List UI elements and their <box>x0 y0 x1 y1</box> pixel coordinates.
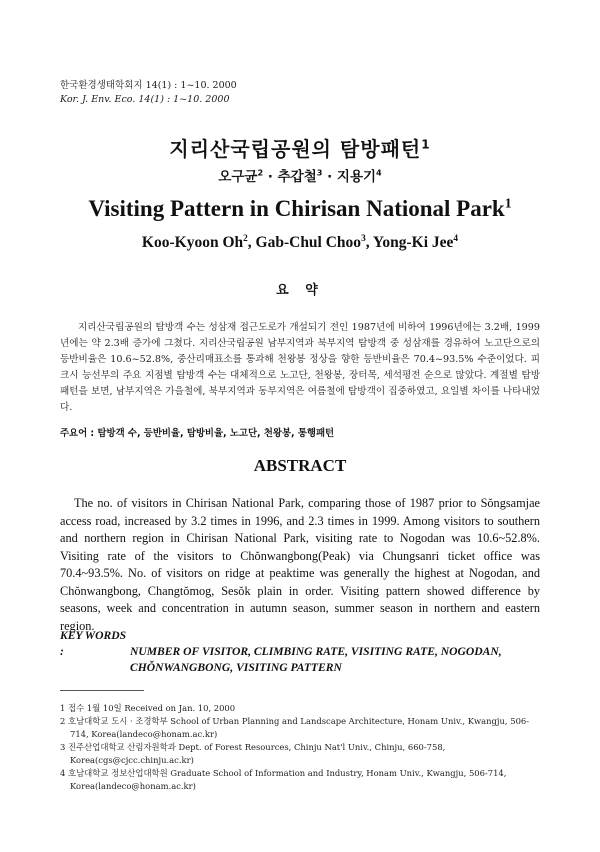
english-author: Gab-Chul Choo <box>255 234 362 251</box>
korean-authors <box>0 165 600 185</box>
korean-keywords-list: 탐방객 수, 등반비율, 탐방비율, 노고단, 천왕봉, 통행패턴 <box>97 428 335 439</box>
footnote-4: 4 호남대학교 정보산업대학원 Graduate School of Information and Industry, Honam Univ., Kwangju, 506-714, Korea(landeco@honam.ac.kr) <box>60 768 507 791</box>
author-footnote-mark: 4 <box>376 167 382 178</box>
author-separator: · <box>263 169 278 185</box>
english-keywords-label: KEY WORDS : <box>60 629 127 658</box>
journal-citation-english: Kor. J. Env. Eco. 14(1) : 1~10. 2000 <box>60 94 230 105</box>
author-footnote-mark: 3 <box>316 167 323 178</box>
english-author: Yong-Ki Jee <box>372 234 454 251</box>
english-abstract-heading: ABSTRACT <box>253 456 347 475</box>
journal-citation-korean: 한국환경생태학회지 14(1) : 1~10. 2000 <box>60 80 237 91</box>
english-keywords <box>60 628 540 676</box>
english-abstract-body: The no. of visitors in Chirisan National Park, comparing those of 1987 prior to Sŏngsamjae access road, increased by 3.2 times in 1996, and 2.3 times in 1999. Among visitors to southern and northern region in Chirisan National Park, visiting rate to Nogodan was 10.6~52.8%. Visiting rate of the visitors to Chŏnwangbong(Peak) via Chungsanri ticket office was 70.4~93.5%. No. of visitors on ridge at peaktime was generally the highest at Nogodan, and Chŏnwangbong, Changtŏmog, Sesŏk plain in order. Visiting pattern showed difference by seasons, week and concentration in autumn season, summer season in northern and eastern region. <box>60 496 540 633</box>
footnotes <box>60 702 540 793</box>
english-author: Koo-Kyoon Oh <box>141 234 244 251</box>
korean-title-text: 지리산국립공원의 탐방패턴 <box>169 137 422 161</box>
author-separator: , <box>247 234 256 251</box>
korean-title <box>0 133 600 162</box>
english-title <box>0 196 600 222</box>
author-footnote-mark: 3 <box>361 233 366 244</box>
footnote-3: 3 진주산업대학교 산림자원학과 Dept. of Forest Resources, Chinju Nat'l Univ., Chinju, 660-758, Korea(cgs@cjcc.chinju.ac.kr) <box>60 742 446 765</box>
korean-keywords-label: 주요어 : <box>60 428 95 439</box>
author-footnote-mark: 4 <box>453 233 459 244</box>
english-title-footnote-mark: 1 <box>504 195 512 211</box>
author-separator: · <box>322 169 337 185</box>
korean-author: 오구균 <box>218 169 258 185</box>
author-separator: , <box>365 234 373 251</box>
korean-title-footnote-mark: 1 <box>421 137 431 152</box>
footnote-2: 2 호남대학교 도시 · 조경학부 School of Urban Planning and Landscape Architecture, Honam Univ., Kwangju, 506-714, Korea(landeco@honam.ac.kr) <box>60 716 530 739</box>
korean-keywords <box>60 425 540 439</box>
author-footnote-mark: 2 <box>257 167 264 178</box>
korean-author: 지용기 <box>336 169 377 185</box>
english-keywords-line2: CHŎNWANGBONG, VISITING PATTERN <box>130 661 342 674</box>
korean-abstract-body: 지리산국립공원의 탐방객 수는 성삼재 접근도로가 개설되기 전인 1987년에 비하여 1996년에는 3.2배, 1999년에는 약 2.3배 증가에 그쳤다. 지리산국립공원 남부지역과 북부지역 탐방객 중 성삼재를 경유하여 노고단으로의 등반비율은 10.6~52.8%, 중산리매표소를 통과해 천왕봉 정상을 향한 등반비율은 70.4~93.5% 수준이었다. 피크시 능선부의 주요 지점별 탐방객 수는 대체적으로 노고단, 천왕봉, 장터목, 세석평전 순으로 많았다. 계절별 탐방패턴을 보면, 남부지역은 가을철에, 북부지역과 동부지역은 여름철에 탐방객이 집중하였고, 요일별 차이를 나타내었다. <box>60 322 540 413</box>
korean-author: 추갑철 <box>277 169 317 185</box>
english-keywords-line1: NUMBER OF VISITOR, CLIMBING RATE, VISITING RATE, NOGODAN, <box>130 645 502 658</box>
footnote-1: 1 접수 1월 10일 Received on Jan. 10, 2000 <box>60 703 236 713</box>
english-authors <box>0 234 600 252</box>
footnote-divider <box>60 690 144 691</box>
korean-abstract-heading: 요 약 <box>276 283 324 298</box>
english-title-text: Visiting Pattern in Chirisan National Park <box>88 196 505 221</box>
author-footnote-mark: 2 <box>243 233 248 244</box>
